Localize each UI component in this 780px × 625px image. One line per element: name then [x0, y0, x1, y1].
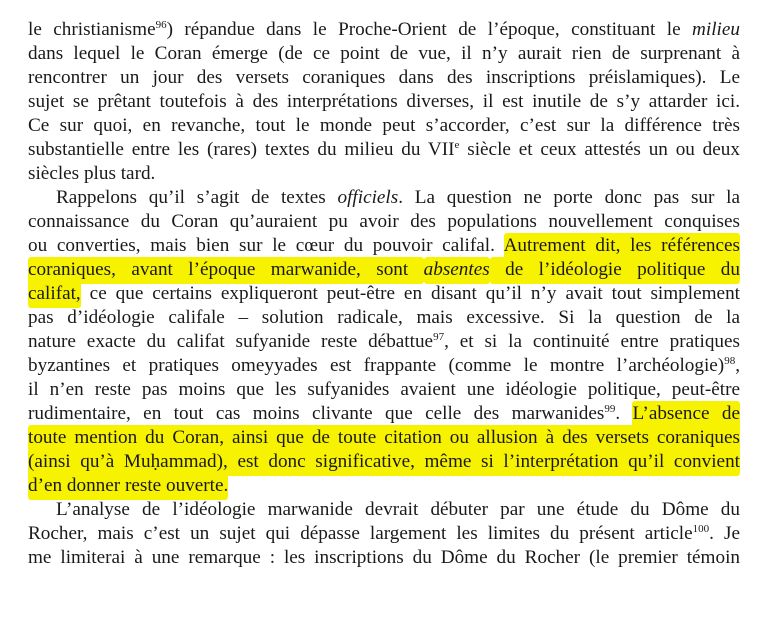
highlighted-text: califat,	[28, 281, 81, 308]
text-run: .	[615, 403, 633, 424]
footnote-ref: 99	[604, 403, 616, 415]
text-run: Rappelons qu’il s’agit de textes	[56, 187, 338, 208]
footnote-ref: 96	[155, 19, 167, 31]
text-line	[28, 234, 740, 258]
text-run: substantielle entre les (rares) textes du milieu du VII	[28, 139, 455, 160]
text-run: le christianisme	[28, 19, 156, 40]
text-line	[28, 426, 740, 450]
text-line	[28, 42, 740, 66]
highlighted-text: toute mention du Coran, ainsi que de toute citation ou allusion à des versets coraniques	[28, 425, 740, 452]
text-line	[28, 498, 740, 522]
highlighted-text: L’absence de	[632, 401, 740, 428]
text-line	[28, 162, 740, 186]
text-run: ,	[735, 355, 740, 376]
text-run: rudimentaire, en tout cas moins clivante que celle des marwanides	[28, 403, 605, 424]
text-run: il n’en reste pas moins que les sufyanides avaient une idéologie politique, peut-être	[28, 379, 740, 400]
text-run: rencontrer un jour des versets coraniques dans des inscriptions préislamiques). Le	[28, 67, 740, 88]
text-line	[28, 282, 740, 306]
text-run: . Je	[709, 523, 740, 544]
text-run: dans lequel le Coran émerge (de ce point de vue, il n’y aurait rien de surprenant à	[28, 43, 740, 64]
highlighted-text: (ainsi qu’à Muḥammad), est donc significative, même si l’interprétation qu’il convient	[28, 449, 740, 476]
text-line	[28, 306, 740, 330]
text-run: connaissance du Coran qu’auraient pu avoir des populations nouvellement conquises	[28, 211, 740, 232]
text-line	[28, 474, 740, 498]
highlighted-text: coraniques, avant l’époque marwanide, sont	[28, 257, 424, 284]
text-run: me limiterai à une remarque : les inscriptions du Dôme du Rocher (le premier témoin	[28, 547, 740, 568]
footnote-ref: 97	[433, 331, 445, 343]
text-run: sujet se prêtant toutefois à des interprétations diverses, il est inutile de s’y attarder ici.	[28, 91, 740, 112]
text-line	[28, 186, 740, 210]
text-run: , et si la continuité entre pratiques	[444, 331, 740, 352]
text-run: Ce sur quoi, en revanche, tout le monde peut s’accorder, c’est sur la différence très	[28, 115, 740, 136]
text-line	[28, 114, 740, 138]
highlighted-text: Autrement dit, les références	[504, 233, 740, 260]
text-run: ) répandue dans le Proche-Orient de l’époque, constituant le	[166, 19, 693, 40]
text-line	[28, 402, 740, 426]
text-line	[28, 210, 740, 234]
text-run: ou converties, mais bien sur le cœur du pouvoir califal.	[28, 235, 504, 256]
footnote-ref: e	[454, 139, 460, 151]
text-run: siècles plus tard.	[28, 163, 156, 184]
text-run: Rocher, mais c’est un sujet qui dépasse largement les limites du présent article	[28, 523, 693, 544]
text-line	[28, 66, 740, 90]
footnote-ref: 98	[724, 355, 736, 367]
text-line	[28, 378, 740, 402]
text-run: byzantines et pratiques omeyyades est frappante (comme le montre l’archéologie)	[28, 355, 725, 376]
text-run: . La question ne porte donc pas sur la	[398, 187, 740, 208]
highlighted-italic-text: absentes	[424, 257, 490, 284]
text-run: pas d’idéologie califale – solution radicale, mais excessive. Si la question de la	[28, 307, 740, 328]
highlighted-text: d’en donner reste ouverte.	[28, 473, 228, 500]
highlighted-text: de l’idéologie politique du	[490, 257, 740, 284]
text-run: L’analyse de l’idéologie marwanide devrait débuter par une étude du Dôme du	[56, 499, 740, 520]
text-line	[28, 522, 740, 546]
footnote-ref: 100	[692, 523, 710, 535]
text-line	[28, 330, 740, 354]
text-line	[28, 354, 740, 378]
text-run: ce que certains expliqueront peut-être en disant qu’il n’y avait tout simplement	[80, 283, 740, 304]
text-run: nature exacte du califat sufyanide reste débattue	[28, 331, 434, 352]
text-run: siècle et ceux attestés un ou deux	[459, 139, 740, 160]
text-line	[28, 258, 740, 282]
text-line	[28, 546, 740, 570]
text-line	[28, 90, 740, 114]
italic-text: milieu	[692, 19, 740, 40]
italic-text: officiels	[337, 187, 399, 208]
text-line	[28, 18, 740, 42]
text-line	[28, 450, 740, 474]
text-line	[28, 138, 740, 162]
